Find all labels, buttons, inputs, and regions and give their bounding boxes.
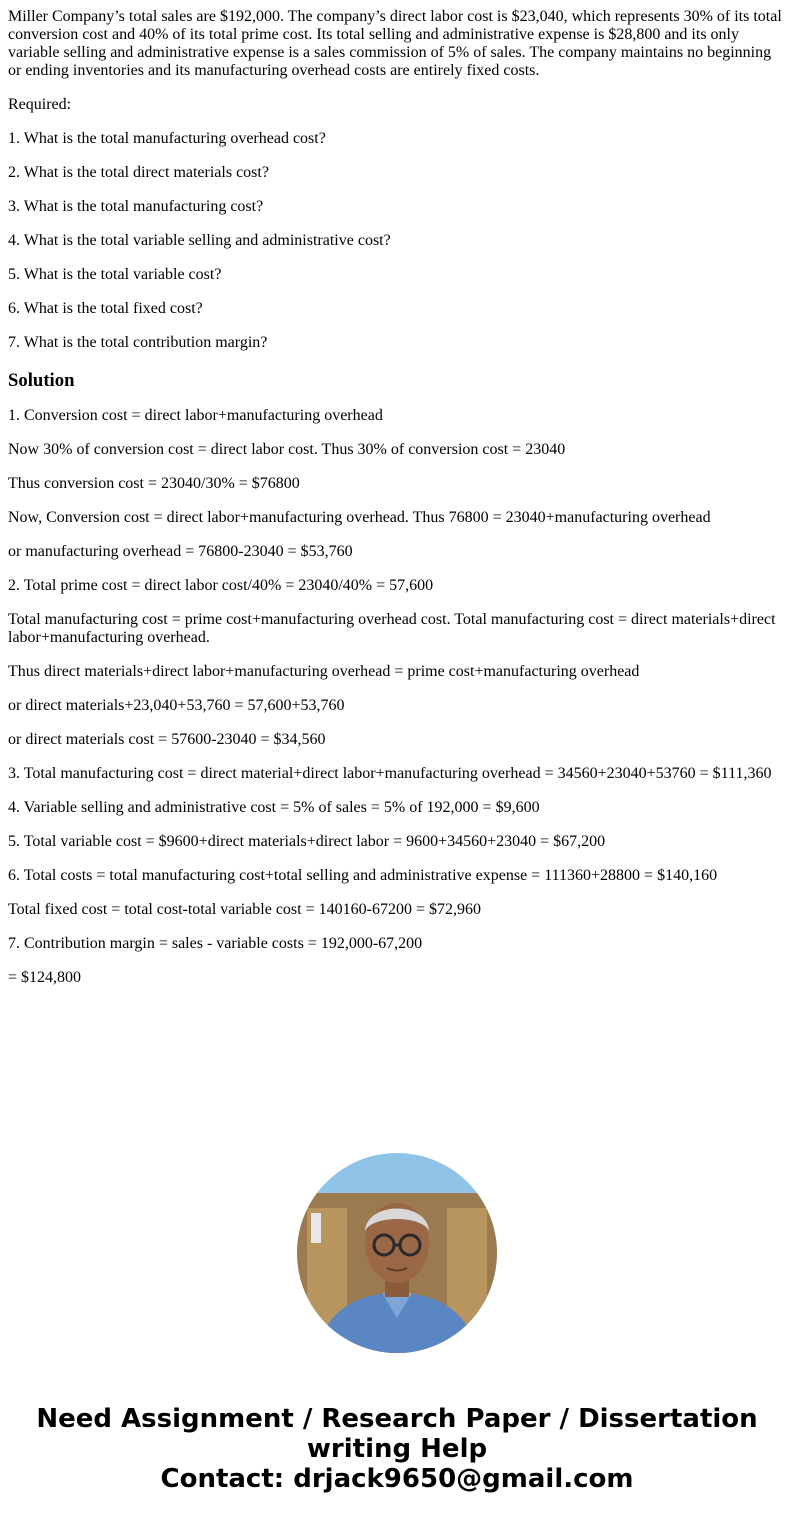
solution-line: Thus direct materials+direct labor+manufacturing overhead = prime cost+manufacturing overhead [8,663,640,680]
cta-line: writing Help [306,1434,488,1464]
solution-line: 1. Conversion cost = direct labor+manufacturing overhead [8,407,383,424]
solution-line: 2. Total prime cost = direct labor cost/40% = 23040/40% = 57,600 [8,577,434,594]
solution-heading: Solution [8,370,75,391]
person-avatar-icon [297,1153,497,1353]
solution-line: Total manufacturing cost = prime cost+manufacturing overhead cost. Total manufacturing cost = direct materials+direct labor+manufacturing overhead. [8,611,776,646]
solution-line: or direct materials+23,040+53,760 = 57,600+53,760 [8,697,345,714]
solution-line: 5. Total variable cost = $9600+direct materials+direct labor = 9600+34560+23040 = $67,200 [8,833,606,850]
required-label: Required: [8,96,72,113]
question-item: 5. What is the total variable cost? [8,266,222,283]
question-item: 1. What is the total manufacturing overhead cost? [8,130,326,147]
contact-email: Contact: drjack9650@gmail.com [160,1464,634,1494]
solution-line: 6. Total costs = total manufacturing cost+total selling and administrative expense = 111360+28800 = $140,160 [8,867,718,884]
solution-line: Thus conversion cost = 23040/30% = $76800 [8,475,300,492]
solution-line: Total fixed cost = total cost-total variable cost = 140160-67200 = $72,960 [8,901,481,918]
solution-line: 4. Variable selling and administrative cost = 5% of sales = 5% of 192,000 = $9,600 [8,799,540,816]
cta-line: Need Assignment / Research Paper / Dissertation [36,1404,758,1434]
question-item: 3. What is the total manufacturing cost? [8,198,264,215]
contact-banner [0,1404,794,1494]
solution-line: or direct materials cost = 57600-23040 = $34,560 [8,731,326,748]
question-item: 4. What is the total variable selling and administrative cost? [8,232,391,249]
question-item: 7. What is the total contribution margin? [8,334,268,351]
solution-line: 3. Total manufacturing cost = direct material+direct labor+manufacturing overhead = 34560+23040+53760 = $111,360 [8,765,772,782]
document-body [8,8,786,1003]
question-item: 2. What is the total direct materials cost? [8,164,269,181]
solution-line: Now, Conversion cost = direct labor+manufacturing overhead. Thus 76800 = 23040+manufacturing overhead [8,509,711,526]
question-item: 6. What is the total fixed cost? [8,300,203,317]
solution-line: = $124,800 [8,969,82,986]
solution-line: Now 30% of conversion cost = direct labor cost. Thus 30% of conversion cost = 23040 [8,441,566,458]
question-intro: Miller Company’s total sales are $192,000. The company’s direct labor cost is $23,040, which represents 30% of its total conversion cost and 40% of its total prime cost. Its total selling and administrative expense is $28,800 and its only variable selling and administrative expense is a sales commission of 5% of sales. The company maintains no beginning or ending inventories and its manufacturing overhead costs are entirely fixed costs. [8,8,782,79]
solution-line: 7. Contribution margin = sales - variable costs = 192,000-67,200 [8,935,423,952]
solution-line: or manufacturing overhead = 76800-23040 = $53,760 [8,543,353,560]
